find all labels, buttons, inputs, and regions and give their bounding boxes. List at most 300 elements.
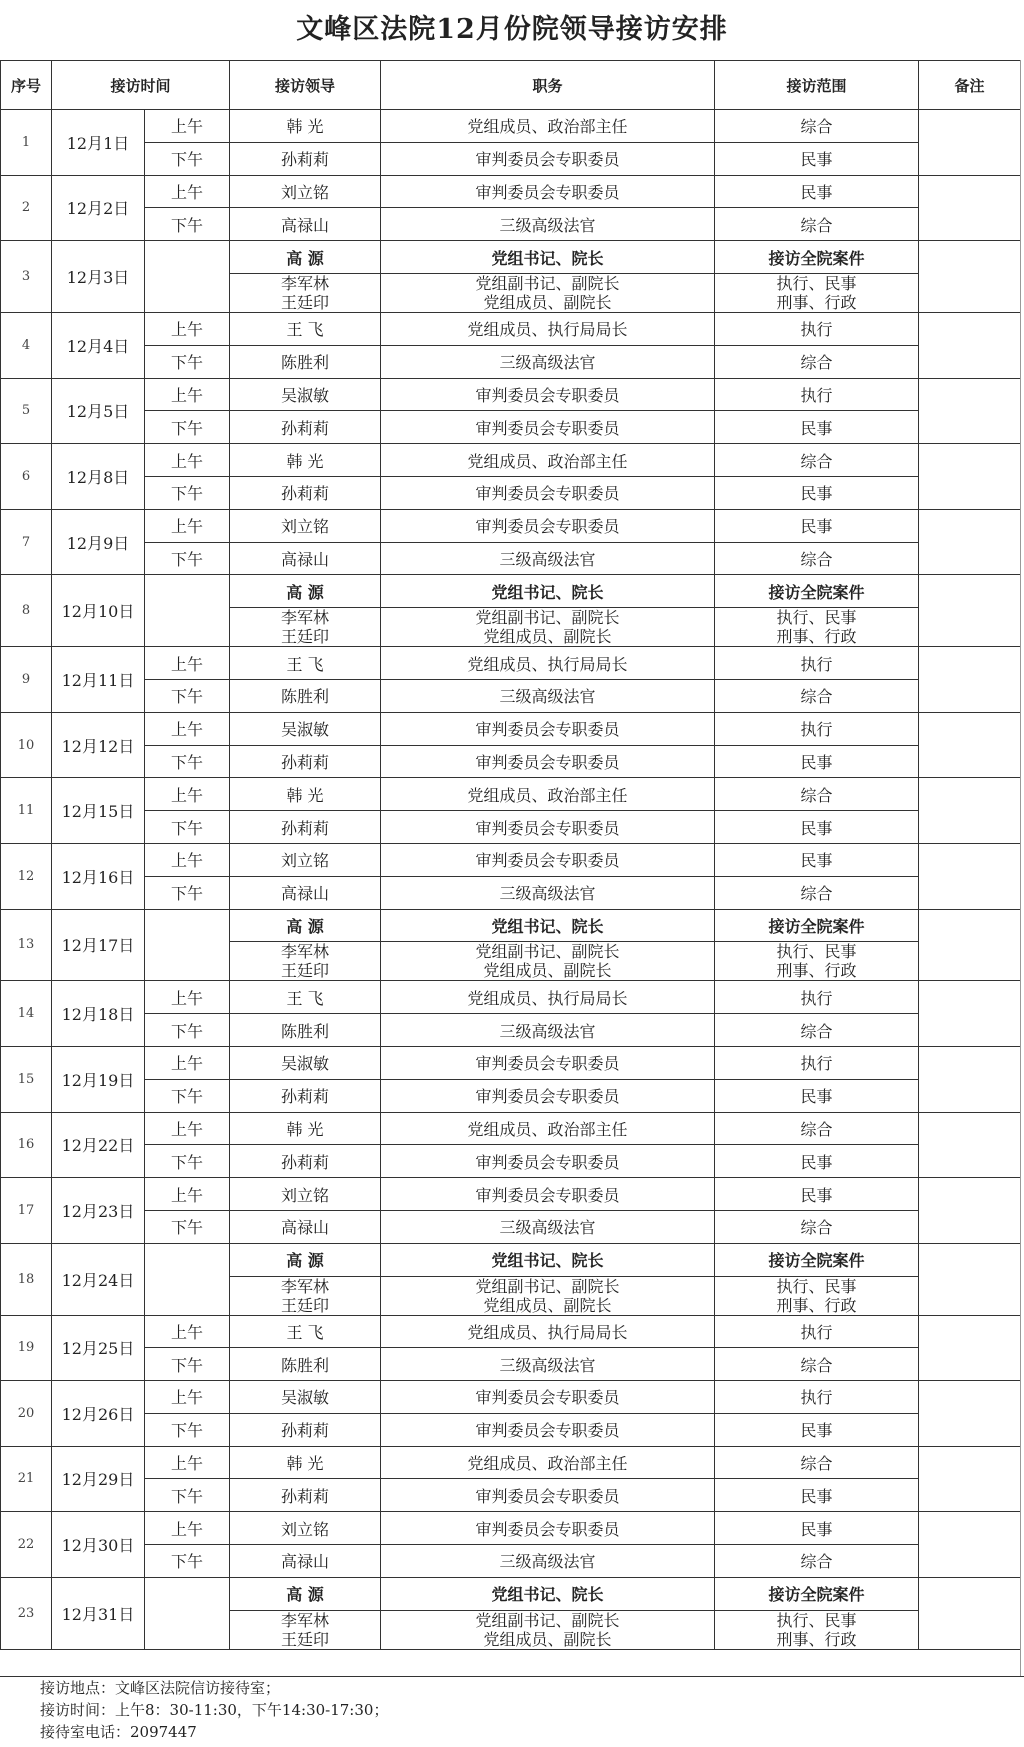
period-pm: 下午 [145,745,230,778]
leader-duty: 审判委员会专职委员 [381,1046,715,1079]
visit-scope: 综合 [715,110,919,143]
period-am: 上午 [145,981,230,1014]
period-pm: 下午 [145,1145,230,1178]
leader-name: 高 源 [230,575,381,608]
row-date: 12月22日 [52,1112,145,1178]
leader-name-line: 王廷印 [281,292,330,312]
leader-duty: 党组成员、政治部主任 [381,778,715,811]
visit-scope [715,608,919,647]
leader-name: 吴淑敏 [230,712,381,745]
row-date: 12月5日 [52,378,145,444]
period-blank [145,575,230,647]
row-index: 16 [1,1112,52,1178]
table-row [1,1079,1021,1112]
visit-scope [715,942,919,981]
period-am: 上午 [145,1046,230,1079]
header-leader: 接访领导 [230,61,381,110]
table-row [1,811,1021,844]
visit-scope: 执行 [715,981,919,1014]
header-notes: 备注 [919,61,1021,110]
leader-name [230,608,381,647]
period-pm: 下午 [145,876,230,909]
visit-scope: 综合 [715,1112,919,1145]
row-date: 12月25日 [52,1315,145,1381]
visit-scope: 综合 [715,542,919,575]
leader-duty: 审判委员会专职委员 [381,509,715,542]
leader-name: 刘立铭 [230,175,381,208]
visit-scope: 执行 [715,1381,919,1414]
visit-scope-line: 执行、民事 [776,1610,857,1630]
table-row [1,1577,1021,1610]
right-edge-line [1020,60,1024,1676]
row-index: 18 [1,1243,52,1315]
period-am: 上午 [145,312,230,345]
row-index: 8 [1,575,52,647]
table-row [1,745,1021,778]
leader-duty: 审判委员会专职委员 [381,1381,715,1414]
row-note [919,241,1021,313]
leader-name: 孙莉莉 [230,1079,381,1112]
leader-duty-line: 党组成员、副院长 [483,292,612,312]
visit-scope: 民事 [715,509,919,542]
row-note [919,509,1021,575]
header-duty: 职务 [381,61,715,110]
footer-phone: 接待室电话：2097447 [40,1723,197,1741]
row-index: 14 [1,981,52,1047]
visit-scope: 执行 [715,1046,919,1079]
row-date: 12月18日 [52,981,145,1047]
leader-duty: 审判委员会专职委员 [381,1413,715,1446]
row-note [919,843,1021,909]
leader-name: 孙莉莉 [230,1479,381,1512]
table-row [1,1413,1021,1446]
period-am: 上午 [145,1178,230,1211]
leader-duty: 三级高级法官 [381,1348,715,1381]
footer-place: 接访地点：文峰区法院信访接待室； [40,1679,281,1697]
table-row [1,843,1021,876]
table-row [1,1479,1021,1512]
header-row [1,61,1021,110]
row-index: 17 [1,1178,52,1244]
period-am: 上午 [145,1446,230,1479]
leader-duty: 审判委员会专职委员 [381,476,715,509]
visit-scope: 接访全院案件 [715,575,919,608]
leader-duty: 审判委员会专职委员 [381,142,715,175]
table-row [1,647,1021,680]
leader-duty: 党组书记、院长 [381,575,715,608]
visit-scope-line: 执行、民事 [776,942,857,962]
visit-scope: 执行 [715,712,919,745]
table-row [1,1046,1021,1079]
visit-scope: 民事 [715,1512,919,1545]
row-index: 6 [1,444,52,510]
visit-scope: 综合 [715,1545,919,1578]
page-title: 文峰区法院12月份院领导接访安排 [296,14,728,45]
period-am: 上午 [145,778,230,811]
row-date: 12月1日 [52,110,145,176]
period-pm: 下午 [145,476,230,509]
leader-duty: 三级高级法官 [381,679,715,712]
table-row [1,241,1021,274]
row-date: 12月19日 [52,1046,145,1112]
leader-name: 孙莉莉 [230,811,381,844]
leader-duty-line: 党组成员、副院长 [483,1629,612,1649]
visit-scope: 综合 [715,778,919,811]
visit-scope: 执行 [715,378,919,411]
leader-duty: 审判委员会专职委员 [381,1512,715,1545]
table-row [1,509,1021,542]
row-date: 12月11日 [52,647,145,713]
leader-name-line: 李军林 [281,942,330,962]
row-date: 12月4日 [52,312,145,378]
header-scope: 接访范围 [715,61,919,110]
row-note [919,1512,1021,1578]
leader-duty: 党组书记、院长 [381,1577,715,1610]
visit-scope: 民事 [715,411,919,444]
leader-name: 高禄山 [230,876,381,909]
leader-duty: 党组成员、执行局局长 [381,312,715,345]
leader-name: 孙莉莉 [230,1145,381,1178]
table-row [1,175,1021,208]
leader-duty: 党组成员、政治部主任 [381,444,715,477]
leader-name: 刘立铭 [230,509,381,542]
visit-scope: 综合 [715,208,919,241]
period-am: 上午 [145,509,230,542]
leader-name: 吴淑敏 [230,1046,381,1079]
footer-notes [0,1676,1024,1747]
visit-scope: 执行 [715,647,919,680]
visit-scope: 接访全院案件 [715,241,919,274]
leader-duty-line: 党组副书记、副院长 [475,608,620,628]
row-index: 9 [1,647,52,713]
leader-name: 孙莉莉 [230,142,381,175]
table-row [1,1145,1021,1178]
table-row [1,1512,1021,1545]
header-index: 序号 [1,61,52,110]
leader-duty [381,1276,715,1315]
row-index: 12 [1,843,52,909]
row-index: 3 [1,241,52,313]
leader-duty: 党组书记、院长 [381,909,715,942]
visit-scope: 综合 [715,1446,919,1479]
visit-scope-line: 执行、民事 [776,1276,857,1296]
table-row [1,1348,1021,1381]
table-row [1,1315,1021,1348]
period-am: 上午 [145,1512,230,1545]
leader-duty: 党组书记、院长 [381,241,715,274]
leader-duty [381,273,715,312]
leader-name: 王 飞 [230,981,381,1014]
leader-name: 韩 光 [230,444,381,477]
row-date: 12月9日 [52,509,145,575]
leader-duty: 审判委员会专职委员 [381,811,715,844]
leader-name: 高 源 [230,1577,381,1610]
leader-duty: 党组成员、政治部主任 [381,1446,715,1479]
schedule-table [0,60,1021,1650]
leader-name: 孙莉莉 [230,1413,381,1446]
table-row [1,575,1021,608]
leader-name: 韩 光 [230,110,381,143]
leader-duty: 审判委员会专职委员 [381,411,715,444]
table-row [1,208,1021,241]
period-blank [145,909,230,981]
row-note [919,1178,1021,1244]
table-row [1,876,1021,909]
leader-name: 韩 光 [230,1446,381,1479]
table-row [1,444,1021,477]
row-index: 13 [1,909,52,981]
visit-scope [715,273,919,312]
leader-duty: 党组成员、政治部主任 [381,110,715,143]
leader-name-line: 李军林 [281,1276,330,1296]
leader-name-line: 王廷印 [281,1629,330,1649]
visit-scope: 民事 [715,142,919,175]
leader-name: 陈胜利 [230,679,381,712]
row-index: 20 [1,1381,52,1447]
schedule-body [1,110,1021,1650]
leader-name-line: 李军林 [281,608,330,628]
leader-duty: 审判委员会专职委员 [381,378,715,411]
period-am: 上午 [145,1381,230,1414]
visit-scope: 接访全院案件 [715,909,919,942]
visit-scope-line: 刑事、行政 [776,627,857,647]
leader-duty [381,1610,715,1649]
period-pm: 下午 [145,1479,230,1512]
table-row [1,142,1021,175]
row-index: 2 [1,175,52,241]
row-date: 12月26日 [52,1381,145,1447]
table-row [1,312,1021,345]
visit-scope: 综合 [715,1210,919,1243]
row-note [919,909,1021,981]
leader-duty: 三级高级法官 [381,1210,715,1243]
period-pm: 下午 [145,345,230,378]
leader-name-line: 王廷印 [281,627,330,647]
leader-duty [381,608,715,647]
leader-duty: 审判委员会专职委员 [381,1145,715,1178]
leader-duty: 党组成员、执行局局长 [381,981,715,1014]
period-am: 上午 [145,1112,230,1145]
table-row [1,1178,1021,1211]
row-date: 12月17日 [52,909,145,981]
row-note [919,778,1021,844]
visit-scope: 执行 [715,312,919,345]
leader-duty [381,942,715,981]
table-row [1,1545,1021,1578]
row-note [919,444,1021,510]
leader-duty-line: 党组成员、副院长 [483,961,612,981]
table-row [1,1446,1021,1479]
visit-scope: 综合 [715,1348,919,1381]
leader-name: 陈胜利 [230,1348,381,1381]
visit-scope: 综合 [715,1014,919,1047]
visit-scope [715,1276,919,1315]
row-note [919,1446,1021,1512]
leader-duty-line: 党组成员、副院长 [483,627,612,647]
leader-name: 刘立铭 [230,1512,381,1545]
period-am: 上午 [145,712,230,745]
table-row [1,378,1021,411]
row-index: 15 [1,1046,52,1112]
row-index: 21 [1,1446,52,1512]
table-row [1,1243,1021,1276]
period-pm: 下午 [145,1413,230,1446]
leader-name-line: 李军林 [281,1610,330,1630]
visit-scope: 民事 [715,1479,919,1512]
table-row [1,1112,1021,1145]
leader-duty: 三级高级法官 [381,876,715,909]
period-pm: 下午 [145,1014,230,1047]
visit-scope-line: 刑事、行政 [776,961,857,981]
period-pm: 下午 [145,1210,230,1243]
leader-duty: 党组成员、执行局局长 [381,647,715,680]
leader-name: 吴淑敏 [230,378,381,411]
row-date: 12月24日 [52,1243,145,1315]
row-date: 12月23日 [52,1178,145,1244]
leader-name: 孙莉莉 [230,411,381,444]
leader-name: 刘立铭 [230,843,381,876]
visit-scope: 接访全院案件 [715,1243,919,1276]
leader-name: 高禄山 [230,1545,381,1578]
leader-duty: 三级高级法官 [381,345,715,378]
table-row [1,476,1021,509]
leader-duty-line: 党组成员、副院长 [483,1295,612,1315]
leader-name: 王 飞 [230,1315,381,1348]
visit-scope-line: 刑事、行政 [776,1295,857,1315]
row-note [919,378,1021,444]
leader-name [230,1610,381,1649]
period-am: 上午 [145,647,230,680]
leader-duty: 审判委员会专职委员 [381,175,715,208]
table-row [1,909,1021,942]
table-row [1,345,1021,378]
leader-name: 陈胜利 [230,345,381,378]
row-index: 11 [1,778,52,844]
visit-scope: 民事 [715,843,919,876]
leader-name: 陈胜利 [230,1014,381,1047]
row-note [919,1243,1021,1315]
leader-name-line: 王廷印 [281,961,330,981]
row-date: 12月31日 [52,1577,145,1649]
leader-duty: 党组书记、院长 [381,1243,715,1276]
table-row [1,110,1021,143]
leader-name: 高禄山 [230,1210,381,1243]
row-index: 23 [1,1577,52,1649]
row-note [919,575,1021,647]
visit-scope-line: 刑事、行政 [776,292,857,312]
row-note [919,1112,1021,1178]
row-note [919,712,1021,778]
row-note [919,175,1021,241]
visit-scope: 民事 [715,476,919,509]
leader-duty-line: 党组副书记、副院长 [475,1276,620,1296]
leader-duty: 党组成员、执行局局长 [381,1315,715,1348]
leader-name: 高禄山 [230,208,381,241]
row-note [919,981,1021,1047]
leader-duty-line: 党组副书记、副院长 [475,273,620,293]
visit-scope-line: 执行、民事 [776,273,857,293]
leader-name: 韩 光 [230,778,381,811]
row-date: 12月29日 [52,1446,145,1512]
leader-name [230,1276,381,1315]
table-row [1,411,1021,444]
row-date: 12月12日 [52,712,145,778]
table-row [1,712,1021,745]
header-time: 接访时间 [52,61,230,110]
row-index: 10 [1,712,52,778]
period-pm: 下午 [145,1545,230,1578]
visit-scope: 民事 [715,1413,919,1446]
leader-duty-line: 党组副书记、副院长 [475,942,620,962]
leader-name: 高 源 [230,241,381,274]
leader-duty: 审判委员会专职委员 [381,745,715,778]
leader-name-line: 王廷印 [281,1295,330,1315]
leader-name-line: 李军林 [281,273,330,293]
row-date: 12月16日 [52,843,145,909]
row-date: 12月2日 [52,175,145,241]
visit-scope: 民事 [715,175,919,208]
period-am: 上午 [145,110,230,143]
leader-name: 孙莉莉 [230,476,381,509]
visit-scope: 综合 [715,679,919,712]
table-row [1,1014,1021,1047]
leader-name [230,273,381,312]
leader-duty: 三级高级法官 [381,208,715,241]
table-row [1,778,1021,811]
row-date: 12月8日 [52,444,145,510]
row-note [919,1381,1021,1447]
visit-scope: 接访全院案件 [715,1577,919,1610]
leader-name: 高 源 [230,909,381,942]
period-pm: 下午 [145,1079,230,1112]
row-index: 5 [1,378,52,444]
leader-duty: 三级高级法官 [381,1545,715,1578]
row-date: 12月30日 [52,1512,145,1578]
row-index: 4 [1,312,52,378]
row-note [919,1577,1021,1649]
period-pm: 下午 [145,142,230,175]
row-date: 12月10日 [52,575,145,647]
leader-name [230,942,381,981]
leader-name: 高 源 [230,1243,381,1276]
leader-name: 孙莉莉 [230,745,381,778]
visit-scope-line: 执行、民事 [776,608,857,628]
leader-name: 韩 光 [230,1112,381,1145]
period-am: 上午 [145,378,230,411]
table-row [1,1210,1021,1243]
visit-scope-line: 刑事、行政 [776,1629,857,1649]
visit-scope: 综合 [715,345,919,378]
visit-scope: 民事 [715,1178,919,1211]
row-index: 7 [1,509,52,575]
period-pm: 下午 [145,679,230,712]
period-am: 上午 [145,1315,230,1348]
row-note [919,1315,1021,1381]
row-note [919,312,1021,378]
visit-scope [715,1610,919,1649]
row-note [919,110,1021,176]
leader-duty: 审判委员会专职委员 [381,843,715,876]
period-am: 上午 [145,175,230,208]
visit-scope: 民事 [715,811,919,844]
visit-scope: 执行 [715,1315,919,1348]
row-note [919,1046,1021,1112]
leader-name: 刘立铭 [230,1178,381,1211]
period-am: 上午 [145,444,230,477]
leader-name: 王 飞 [230,312,381,345]
period-blank [145,1577,230,1649]
period-pm: 下午 [145,1348,230,1381]
